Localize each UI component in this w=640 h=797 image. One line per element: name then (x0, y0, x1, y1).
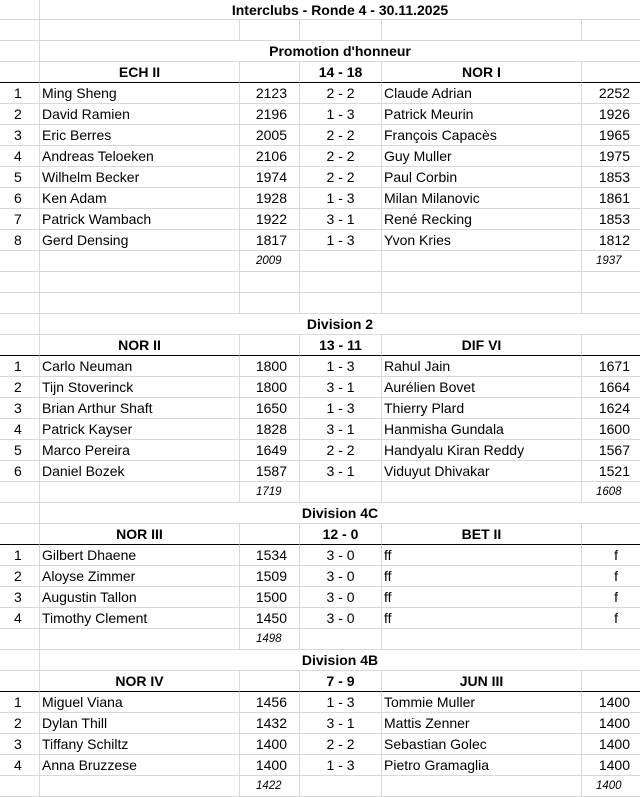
game-row (0, 209, 640, 230)
home-player[interactable]: Ken Adam (40, 188, 240, 209)
empty-cell[interactable] (582, 335, 640, 356)
empty-cell[interactable] (0, 20, 40, 41)
board-number[interactable]: 3 (0, 734, 40, 755)
away-player[interactable]: ff (382, 566, 582, 587)
board-number[interactable]: 3 (0, 587, 40, 608)
home-player[interactable]: Brian Arthur Shaft (40, 398, 240, 419)
away-player[interactable]: Claude Adrian (382, 83, 582, 104)
home-average-elo[interactable]: 1498 (240, 629, 300, 650)
game-result[interactable]: 1 - 3 (300, 188, 382, 209)
board-number[interactable]: 6 (0, 461, 40, 482)
empty-cell[interactable] (0, 251, 40, 272)
home-elo[interactable]: 1800 (240, 377, 300, 398)
away-average-elo[interactable]: 1608 (582, 482, 640, 503)
game-result[interactable]: 1 - 3 (300, 356, 382, 377)
division-row (0, 314, 640, 335)
empty-cell[interactable] (40, 272, 240, 293)
board-number[interactable]: 1 (0, 83, 40, 104)
empty-cell[interactable] (300, 272, 382, 293)
home-player[interactable]: Anna Bruzzese (40, 755, 240, 776)
game-row (0, 545, 640, 566)
home-player[interactable]: Tijn Stoverinck (40, 377, 240, 398)
game-result[interactable]: 3 - 0 (300, 566, 382, 587)
empty-cell[interactable] (0, 671, 40, 692)
empty-cell[interactable] (582, 62, 640, 83)
home-player[interactable]: Wilhelm Becker (40, 167, 240, 188)
game-row (0, 398, 640, 419)
empty-cell[interactable] (0, 776, 40, 797)
home-player[interactable]: Andreas Teloeken (40, 146, 240, 167)
board-number[interactable]: 4 (0, 755, 40, 776)
away-elo[interactable]: 1521 (582, 461, 640, 482)
home-elo[interactable]: 2123 (240, 83, 300, 104)
division-title[interactable]: Division 4B (40, 650, 640, 671)
board-number[interactable]: 6 (0, 188, 40, 209)
division-row (0, 503, 640, 524)
empty-cell[interactable] (240, 272, 300, 293)
empty-cell[interactable] (0, 272, 40, 293)
home-elo[interactable]: 2005 (240, 125, 300, 146)
empty-cell[interactable] (240, 293, 300, 314)
away-elo[interactable]: 1975 (582, 146, 640, 167)
empty-cell[interactable] (300, 293, 382, 314)
division-title[interactable]: Division 4C (40, 503, 640, 524)
home-player[interactable]: Dylan Thill (40, 713, 240, 734)
home-elo[interactable]: 1828 (240, 419, 300, 440)
home-player[interactable]: Patrick Wambach (40, 209, 240, 230)
game-result[interactable]: 2 - 2 (300, 125, 382, 146)
game-row (0, 587, 640, 608)
empty-cell[interactable] (240, 335, 300, 356)
away-elo[interactable]: f (582, 545, 640, 566)
home-elo[interactable]: 1500 (240, 587, 300, 608)
average-elo-row (0, 776, 640, 797)
game-result[interactable]: 1 - 3 (300, 755, 382, 776)
board-number[interactable]: 2 (0, 377, 40, 398)
away-average-elo[interactable]: 1937 (582, 251, 640, 272)
match-score[interactable]: 12 - 0 (300, 524, 382, 545)
away-player[interactable]: François Capacès (382, 125, 582, 146)
home-elo[interactable]: 1587 (240, 461, 300, 482)
game-result[interactable]: 1 - 3 (300, 230, 382, 251)
home-average-elo[interactable]: 1719 (240, 482, 300, 503)
match-header-row (0, 671, 640, 692)
game-row (0, 755, 640, 776)
empty-cell[interactable] (0, 314, 40, 335)
empty-cell[interactable] (240, 20, 300, 41)
game-row (0, 230, 640, 251)
game-result[interactable]: 2 - 2 (300, 146, 382, 167)
away-elo[interactable]: 1926 (582, 104, 640, 125)
home-elo[interactable]: 1922 (240, 209, 300, 230)
away-elo[interactable]: 2252 (582, 83, 640, 104)
board-number[interactable]: 8 (0, 230, 40, 251)
away-elo[interactable]: 1853 (582, 209, 640, 230)
game-result[interactable]: 3 - 1 (300, 377, 382, 398)
game-row (0, 419, 640, 440)
home-average-elo[interactable]: 1422 (240, 776, 300, 797)
away-elo[interactable]: 1400 (582, 692, 640, 713)
average-elo-row (0, 251, 640, 272)
game-row (0, 356, 640, 377)
home-elo[interactable]: 1534 (240, 545, 300, 566)
title-row (0, 0, 640, 20)
away-player[interactable]: Guy Muller (382, 146, 582, 167)
away-player[interactable]: René Recking (382, 209, 582, 230)
empty-cell[interactable] (0, 482, 40, 503)
board-number[interactable]: 2 (0, 104, 40, 125)
game-row (0, 461, 640, 482)
home-elo[interactable]: 1400 (240, 755, 300, 776)
board-number[interactable]: 1 (0, 545, 40, 566)
home-elo[interactable]: 1456 (240, 692, 300, 713)
board-number[interactable]: 7 (0, 209, 40, 230)
empty-cell[interactable] (382, 293, 582, 314)
away-elo[interactable]: 1567 (582, 440, 640, 461)
home-elo[interactable]: 1928 (240, 188, 300, 209)
away-player[interactable]: Milan Milanovic (382, 188, 582, 209)
empty-cell[interactable] (382, 629, 582, 650)
home-team-name[interactable]: NOR II (40, 335, 240, 356)
home-elo[interactable]: 2106 (240, 146, 300, 167)
blank-row (0, 272, 640, 293)
away-elo[interactable]: f (582, 608, 640, 629)
away-elo[interactable]: 1400 (582, 755, 640, 776)
home-player[interactable]: Gerd Densing (40, 230, 240, 251)
home-elo[interactable]: 1450 (240, 608, 300, 629)
game-result[interactable]: 3 - 0 (300, 608, 382, 629)
game-result[interactable]: 1 - 3 (300, 692, 382, 713)
home-elo[interactable]: 1400 (240, 734, 300, 755)
away-elo[interactable]: 1600 (582, 419, 640, 440)
home-team-name[interactable]: NOR IV (40, 671, 240, 692)
game-row (0, 608, 640, 629)
empty-cell[interactable] (382, 482, 582, 503)
game-result[interactable]: 2 - 2 (300, 734, 382, 755)
empty-cell[interactable] (40, 776, 240, 797)
home-elo[interactable]: 1974 (240, 167, 300, 188)
empty-cell[interactable] (582, 272, 640, 293)
away-team-name[interactable]: DIF VI (382, 335, 582, 356)
game-row (0, 692, 640, 713)
board-number[interactable]: 5 (0, 167, 40, 188)
home-player[interactable]: Gilbert Dhaene (40, 545, 240, 566)
empty-cell[interactable] (0, 335, 40, 356)
away-elo[interactable]: 1624 (582, 398, 640, 419)
match-score[interactable]: 13 - 11 (300, 335, 382, 356)
home-elo[interactable]: 1649 (240, 440, 300, 461)
home-player[interactable]: Augustin Tallon (40, 587, 240, 608)
board-number[interactable]: 3 (0, 125, 40, 146)
away-average-elo[interactable]: 1400 (582, 776, 640, 797)
game-row (0, 188, 640, 209)
away-elo[interactable]: 1671 (582, 356, 640, 377)
game-row (0, 146, 640, 167)
blank-row (0, 20, 640, 41)
home-elo[interactable]: 1509 (240, 566, 300, 587)
away-elo[interactable]: 1965 (582, 125, 640, 146)
empty-cell[interactable] (0, 41, 40, 62)
game-row (0, 713, 640, 734)
empty-cell[interactable] (582, 524, 640, 545)
away-team-name[interactable]: BET II (382, 524, 582, 545)
game-row (0, 377, 640, 398)
empty-cell[interactable] (40, 251, 240, 272)
game-row (0, 566, 640, 587)
board-number[interactable]: 4 (0, 608, 40, 629)
home-player[interactable]: Daniel Bozek (40, 461, 240, 482)
away-team-name[interactable]: NOR I (382, 62, 582, 83)
empty-cell[interactable] (382, 251, 582, 272)
average-elo-row (0, 629, 640, 650)
away-elo[interactable]: 1812 (582, 230, 640, 251)
board-number[interactable]: 4 (0, 146, 40, 167)
home-elo[interactable]: 1650 (240, 398, 300, 419)
game-row (0, 104, 640, 125)
game-result[interactable]: 2 - 2 (300, 83, 382, 104)
home-player[interactable]: David Ramien (40, 104, 240, 125)
empty-cell[interactable] (0, 62, 40, 83)
away-player[interactable]: Aurélien Bovet (382, 377, 582, 398)
board-number[interactable]: 5 (0, 440, 40, 461)
game-row (0, 734, 640, 755)
game-result[interactable]: 3 - 1 (300, 461, 382, 482)
away-player[interactable]: Hanmisha Gundala (382, 419, 582, 440)
away-elo[interactable]: 1664 (582, 377, 640, 398)
home-elo[interactable]: 1800 (240, 356, 300, 377)
away-player[interactable]: ff (382, 545, 582, 566)
empty-cell[interactable] (382, 272, 582, 293)
home-average-elo[interactable]: 2009 (240, 251, 300, 272)
game-result[interactable]: 1 - 3 (300, 104, 382, 125)
empty-cell[interactable] (582, 293, 640, 314)
home-team-name[interactable]: ECH II (40, 62, 240, 83)
division-row (0, 41, 640, 62)
game-row (0, 167, 640, 188)
empty-cell[interactable] (40, 629, 240, 650)
away-elo[interactable]: f (582, 566, 640, 587)
report-title[interactable]: Interclubs - Ronde 4 - 30.11.2025 (40, 0, 640, 20)
home-player[interactable]: Ming Sheng (40, 83, 240, 104)
away-elo[interactable]: 1861 (582, 188, 640, 209)
home-player[interactable]: Patrick Kayser (40, 419, 240, 440)
empty-cell[interactable] (300, 776, 382, 797)
home-player[interactable]: Carlo Neuman (40, 356, 240, 377)
division-title[interactable]: Division 2 (40, 314, 640, 335)
board-number[interactable]: 1 (0, 692, 40, 713)
away-player[interactable]: ff (382, 587, 582, 608)
game-result[interactable]: 3 - 1 (300, 713, 382, 734)
away-player[interactable]: Tommie Muller (382, 692, 582, 713)
empty-cell[interactable] (300, 251, 382, 272)
match-score[interactable]: 7 - 9 (300, 671, 382, 692)
home-player[interactable]: Timothy Clement (40, 608, 240, 629)
game-result[interactable]: 1 - 3 (300, 398, 382, 419)
division-title[interactable]: Promotion d'honneur (40, 41, 640, 62)
away-elo[interactable]: 1400 (582, 734, 640, 755)
match-header-row (0, 62, 640, 83)
empty-cell[interactable] (0, 650, 40, 671)
game-result[interactable]: 3 - 0 (300, 545, 382, 566)
away-team-name[interactable]: JUN III (382, 671, 582, 692)
away-player[interactable]: ff (382, 608, 582, 629)
away-player[interactable]: Paul Corbin (382, 167, 582, 188)
game-result[interactable]: 3 - 1 (300, 419, 382, 440)
board-number[interactable]: 3 (0, 398, 40, 419)
home-elo[interactable]: 1817 (240, 230, 300, 251)
home-player[interactable]: Eric Berres (40, 125, 240, 146)
game-row (0, 125, 640, 146)
empty-cell[interactable] (240, 62, 300, 83)
empty-cell[interactable] (40, 482, 240, 503)
board-number[interactable]: 2 (0, 713, 40, 734)
empty-cell[interactable] (240, 524, 300, 545)
empty-cell[interactable] (582, 20, 640, 41)
empty-cell[interactable] (300, 20, 382, 41)
blank-row (0, 293, 640, 314)
home-player[interactable]: Tiffany Schiltz (40, 734, 240, 755)
empty-cell[interactable] (0, 0, 40, 20)
game-result[interactable]: 3 - 0 (300, 587, 382, 608)
board-number[interactable]: 2 (0, 566, 40, 587)
empty-cell[interactable] (582, 671, 640, 692)
empty-cell[interactable] (300, 629, 382, 650)
board-number[interactable]: 4 (0, 419, 40, 440)
game-row (0, 440, 640, 461)
match-score[interactable]: 14 - 18 (300, 62, 382, 83)
away-player[interactable]: Yvon Kries (382, 230, 582, 251)
home-team-name[interactable]: NOR III (40, 524, 240, 545)
match-header-row (0, 524, 640, 545)
away-average-elo[interactable] (582, 629, 640, 650)
home-elo[interactable]: 1432 (240, 713, 300, 734)
home-player[interactable]: Miguel Viana (40, 692, 240, 713)
empty-cell[interactable] (382, 776, 582, 797)
match-header-row (0, 335, 640, 356)
empty-cell[interactable] (0, 524, 40, 545)
away-player[interactable]: Thierry Plard (382, 398, 582, 419)
home-player[interactable]: Aloyse Zimmer (40, 566, 240, 587)
away-elo[interactable]: 1400 (582, 713, 640, 734)
empty-cell[interactable] (240, 671, 300, 692)
average-elo-row (0, 482, 640, 503)
board-number[interactable]: 1 (0, 356, 40, 377)
empty-cell[interactable] (40, 293, 240, 314)
away-player[interactable]: Rahul Jain (382, 356, 582, 377)
away-player[interactable]: Handyalu Kiran Reddy (382, 440, 582, 461)
empty-cell[interactable] (300, 482, 382, 503)
game-result[interactable]: 2 - 2 (300, 167, 382, 188)
away-player[interactable]: Patrick Meurin (382, 104, 582, 125)
game-result[interactable]: 2 - 2 (300, 440, 382, 461)
away-elo[interactable]: 1853 (582, 167, 640, 188)
away-player[interactable]: Viduyut Dhivakar (382, 461, 582, 482)
empty-cell[interactable] (382, 20, 582, 41)
empty-cell[interactable] (0, 503, 40, 524)
division-row (0, 650, 640, 671)
home-elo[interactable]: 2196 (240, 104, 300, 125)
away-player[interactable]: Sebastian Golec (382, 734, 582, 755)
empty-cell[interactable] (0, 629, 40, 650)
away-player[interactable]: Pietro Gramaglia (382, 755, 582, 776)
empty-cell[interactable] (40, 20, 240, 41)
home-player[interactable]: Marco Pereira (40, 440, 240, 461)
game-result[interactable]: 3 - 1 (300, 209, 382, 230)
away-elo[interactable]: f (582, 587, 640, 608)
empty-cell[interactable] (0, 293, 40, 314)
game-row (0, 83, 640, 104)
away-player[interactable]: Mattis Zenner (382, 713, 582, 734)
